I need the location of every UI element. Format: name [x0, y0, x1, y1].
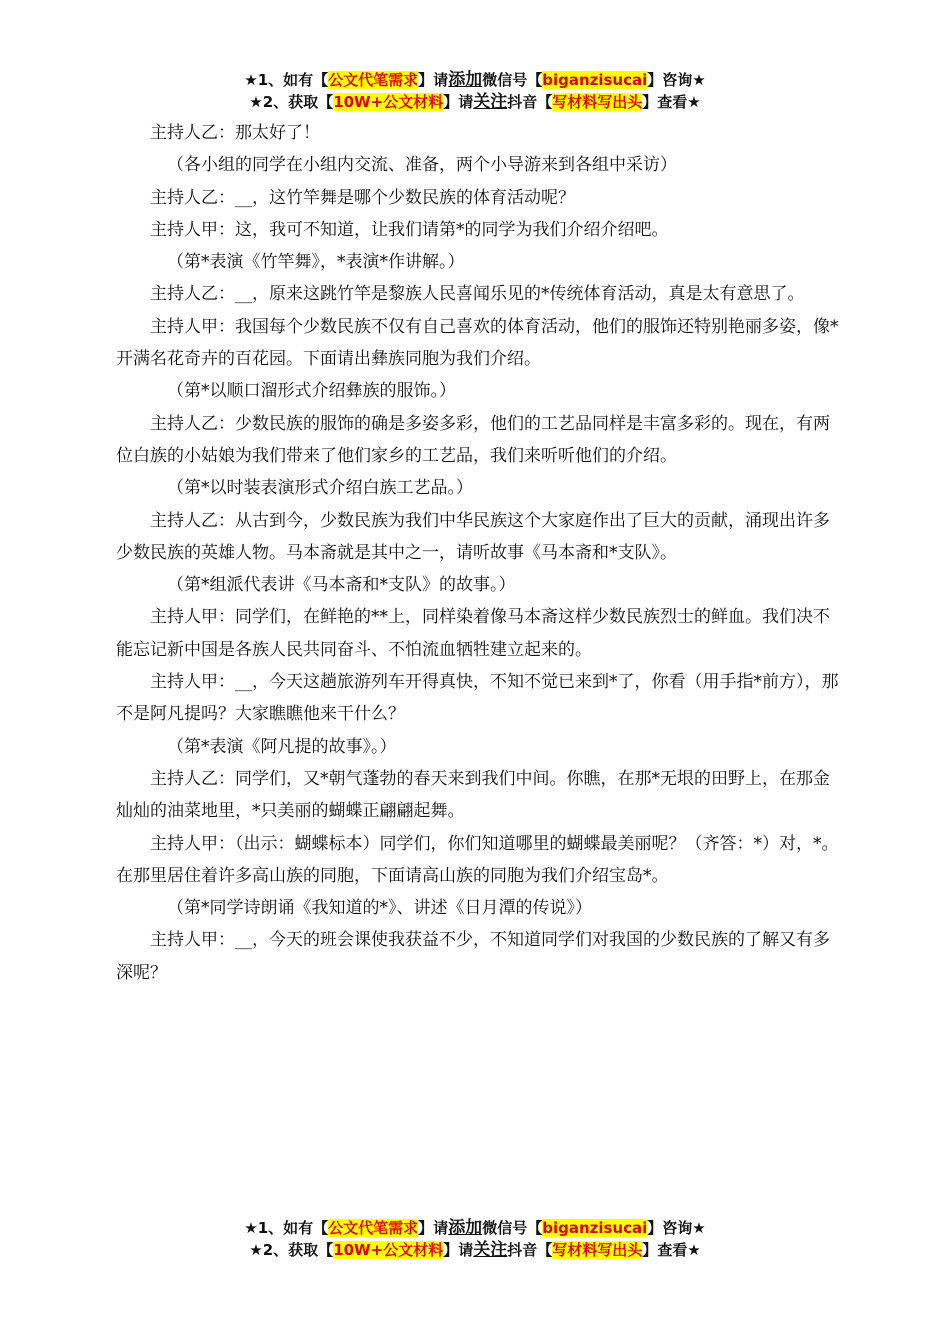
banner-line-2: ★2、获取【10W+公文材料】请关注抖音【写材料写出头】查看★	[249, 92, 701, 112]
header-banner	[0, 69, 950, 113]
paragraph: 主持人乙：__，原来这跳竹竿是黎族人民喜闻乐见的*传统体育活动，真是太有意思了。	[150, 284, 805, 305]
banner-highlight-douyin: 写材料写出头	[552, 1241, 643, 1259]
banner-emphasis: 添加	[448, 70, 483, 90]
banner-highlight-douyin: 写材料写出头	[552, 93, 643, 111]
paragraph: 主持人甲：（出示：蝴蝶标本）同学们，你们知道哪里的蝴蝶最美丽呢？（齐答：*）对，*。在那里居住着许多高山族的同胞，下面请高山族的同胞为我们介绍宝岛*。	[116, 833, 839, 886]
paragraph: 主持人乙：同学们，又*朝气蓬勃的春天来到我们中间。你瞧，在那*无垠的田野上，在那金灿灿的油菜地里，*只美丽的蝴蝶正翩翩起舞。	[116, 768, 830, 822]
paragraph-stage-direction: （各小组的同学在小组内交流、准备，两个小导游来到各组中采访）	[167, 155, 677, 176]
banner-emphasis: 添加	[448, 1218, 483, 1238]
banner-line-1: ★1、如有【公文代笔需求】请添加微信号【biganzisucai】咨询★	[244, 70, 706, 90]
paragraph: 主持人甲：这，我可不知道，让我们请第*的同学为我们介绍介绍吧。	[150, 219, 669, 240]
banner-highlight-materials: 10W+公文材料	[333, 1241, 444, 1259]
paragraph: 主持人甲：__，今天这趟旅游列车开得真快，不知不觉已来到*了，你看（用手指*前方），那不是阿凡提吗？大家瞧瞧他来干什么？	[116, 672, 839, 725]
footer-banner	[0, 1217, 950, 1261]
paragraph-stage-direction: （第*以时装表演形式介绍白族工艺品。）	[167, 478, 473, 499]
paragraph: 主持人甲：我国每个少数民族不仅有自己喜欢的体育活动，他们的服饰还特别艳丽多姿，像*开满名花奇卉的百花园。下面请出彝族同胞为我们介绍。	[116, 316, 839, 370]
paragraph: 主持人甲：同学们，在鲜艳的**上，同样染着像马本斋这样少数民族烈士的鲜血。我们决不能忘记新中国是各族人民共同奋斗、不怕流血牺牲建立起来的。	[116, 607, 830, 660]
banner-highlight-service: 公文代笔需求	[328, 71, 419, 89]
banner-line-2: ★2、获取【10W+公文材料】请关注抖音【写材料写出头】查看★	[249, 1240, 701, 1260]
banner-emphasis: 关注	[473, 92, 508, 112]
paragraph-stage-direction: （第*表演《阿凡提的故事》。）	[167, 736, 397, 757]
paragraph-stage-direction: （第*表演《竹竿舞》，*表演*作讲解。）	[167, 252, 465, 273]
banner-highlight-service: 公文代笔需求	[328, 1219, 419, 1237]
paragraph-stage-direction: （第*以顺口溜形式介绍彝族的服饰。）	[167, 381, 456, 402]
paragraph: 主持人乙：__，这竹竿舞是哪个少数民族的体育活动呢？	[150, 187, 575, 208]
document-body	[116, 117, 846, 989]
paragraph: 主持人甲：__，今天的班会课使我获益不少，不知道同学们对我国的少数民族的了解又有多深呢？	[116, 930, 830, 983]
banner-highlight-wechat: biganzisucai	[542, 71, 648, 89]
paragraph-stage-direction: （第*组派代表讲《马本斋和*支队》的故事。）	[167, 575, 516, 596]
banner-emphasis: 关注	[473, 1240, 508, 1260]
paragraph: 主持人乙：少数民族的服饰的确是多姿多彩，他们的工艺品同样是丰富多彩的。现在，有两位白族的小姑娘为我们带来了他们家乡的工艺品，我们来听听他们的介绍。	[116, 413, 830, 466]
banner-highlight-materials: 10W+公文材料	[333, 93, 444, 111]
paragraph-stage-direction: （第*同学诗朗诵《我知道的*》、讲述《日月潭的传说》）	[167, 898, 592, 919]
paragraph: 主持人乙：那太好了！	[150, 123, 320, 143]
paragraph: 主持人乙：从古到今，少数民族为我们中华民族这个大家庭作出了巨大的贡献，涌现出许多少数民族的英雄人物。马本斋就是其中之一，请听故事《马本斋和*支队》。	[116, 510, 830, 563]
banner-line-1: ★1、如有【公文代笔需求】请添加微信号【biganzisucai】咨询★	[244, 1218, 706, 1238]
banner-highlight-wechat: biganzisucai	[542, 1219, 648, 1237]
